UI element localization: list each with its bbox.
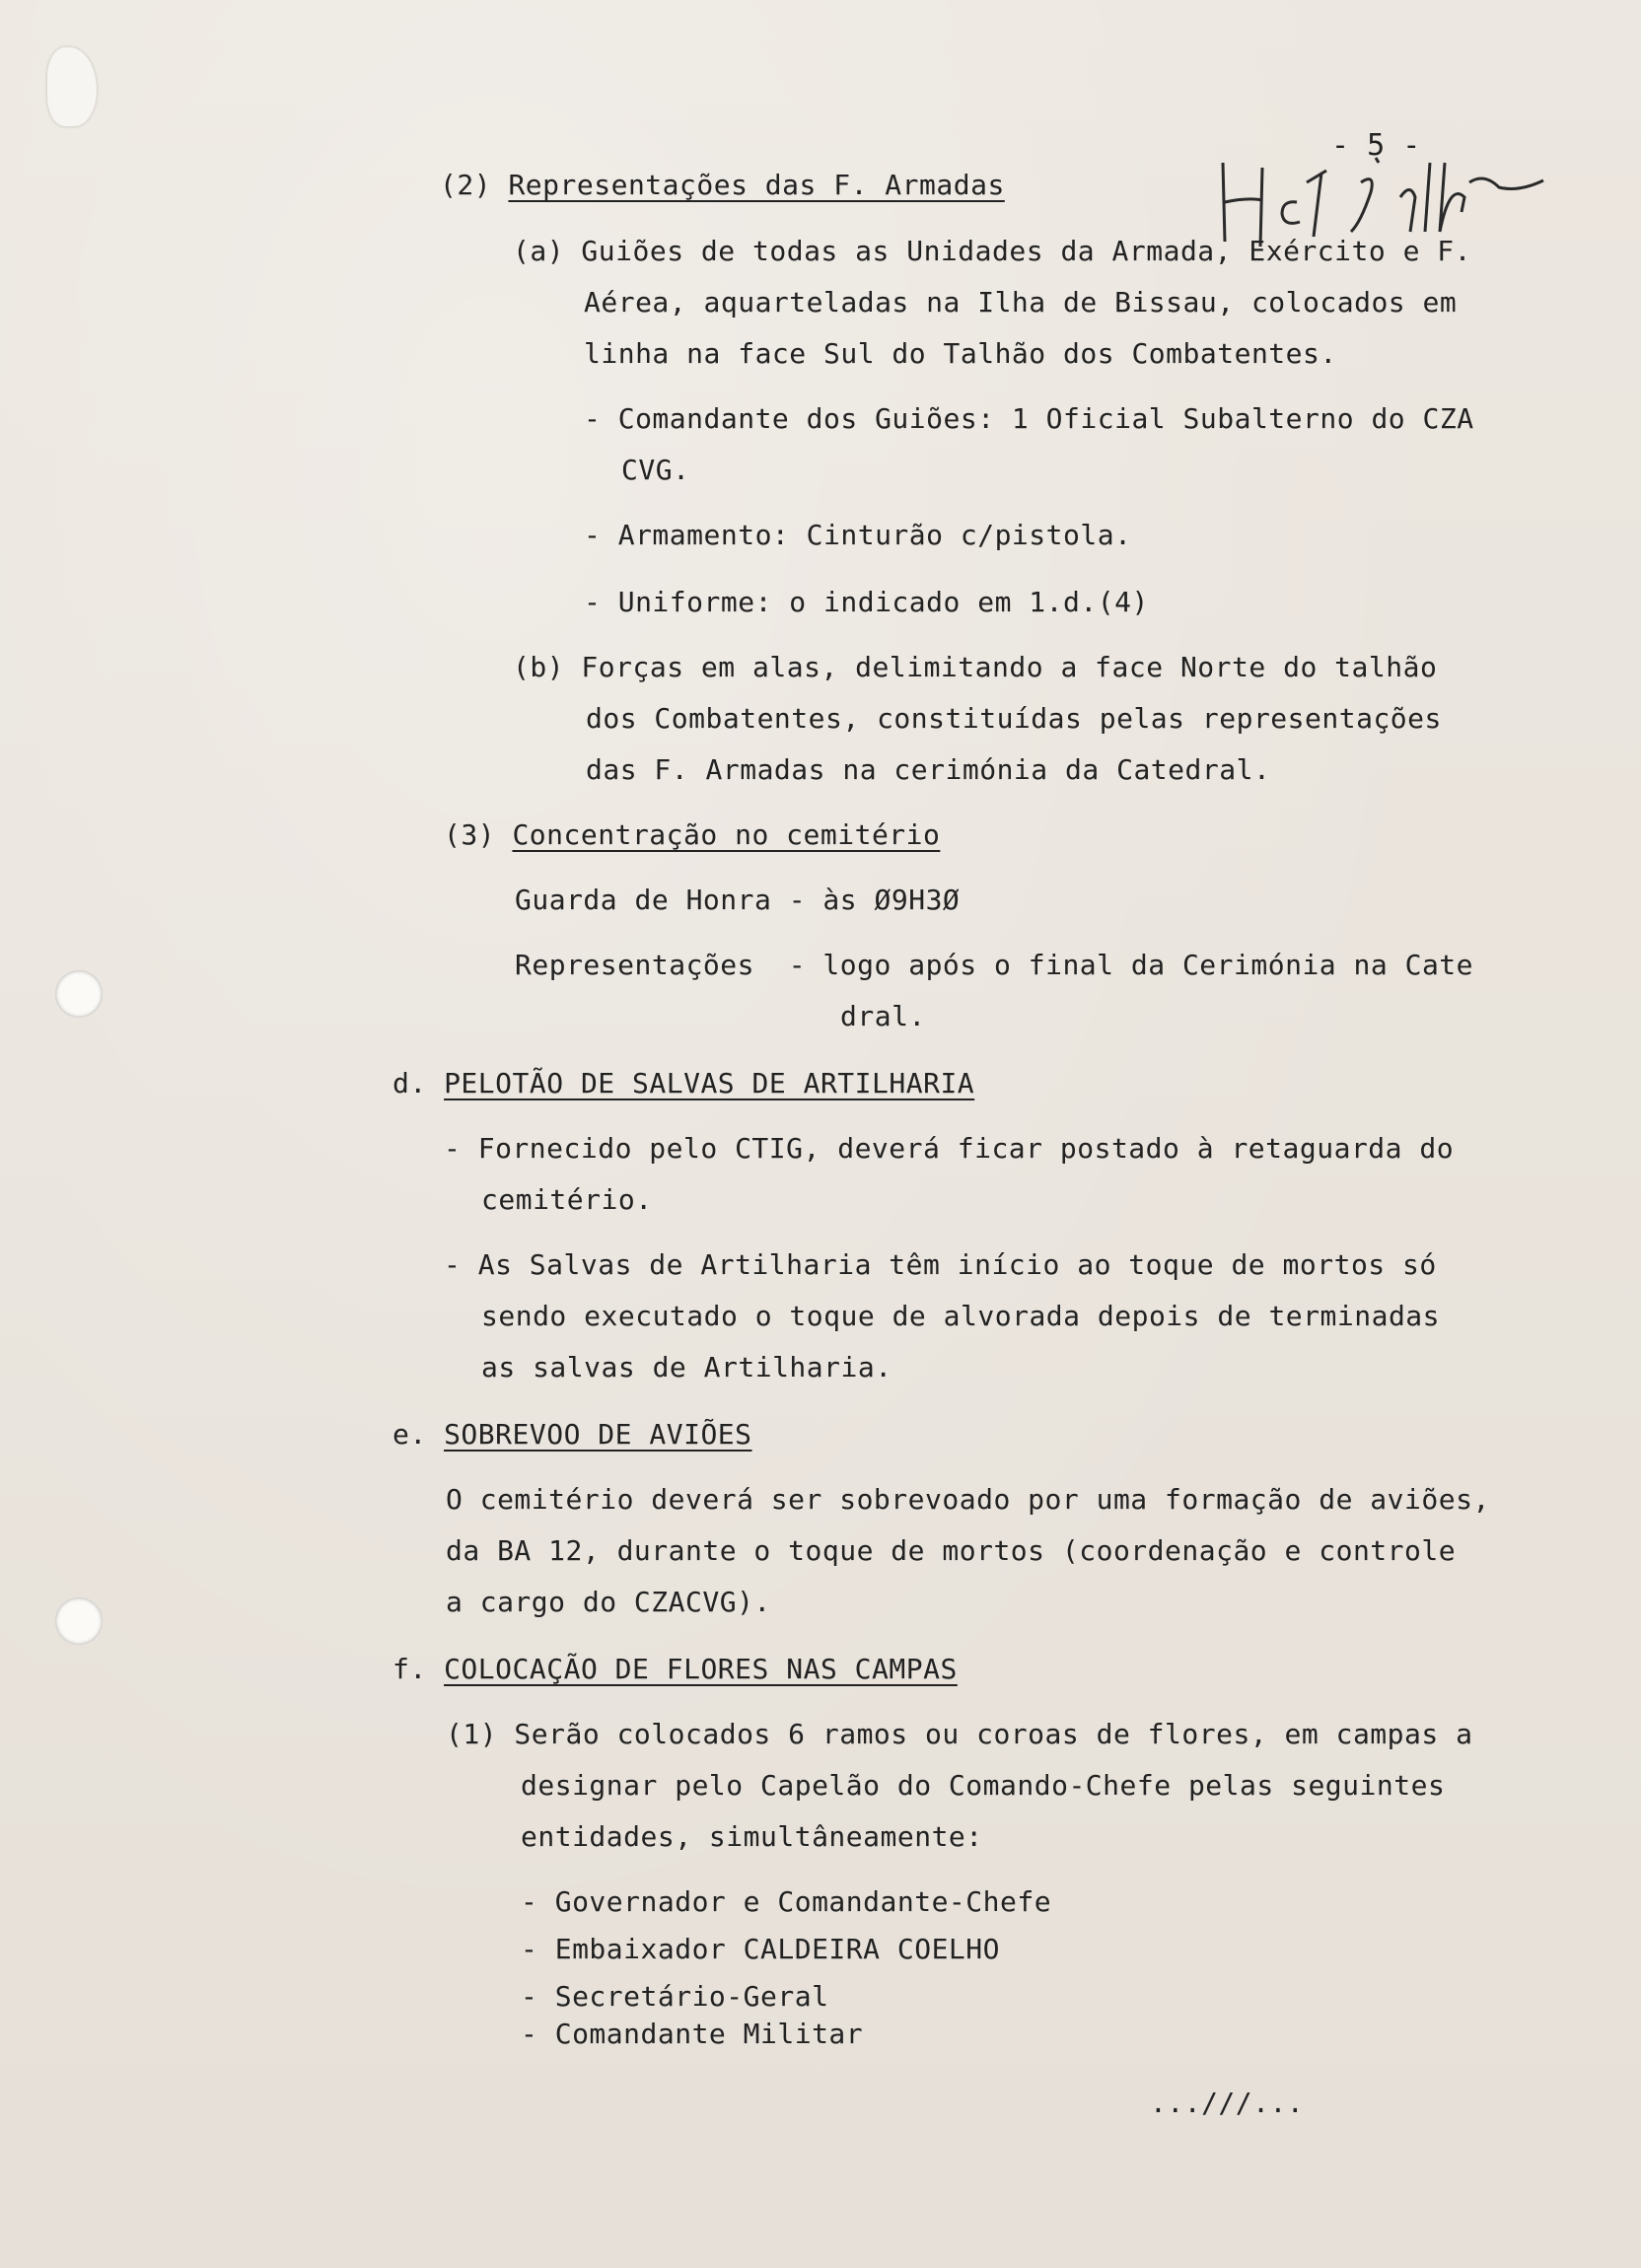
text-line	[584, 337, 1337, 371]
line-text: Aérea, aquarteladas na Ilha de Bissau, colocados em	[584, 286, 1458, 319]
text-line	[521, 1885, 1051, 1919]
line-text: - Embaixador CALDEIRA COELHO	[521, 1933, 1001, 1965]
line-text: sendo executado o toque de alvorada depois de terminadas	[481, 1300, 1441, 1332]
text-line	[440, 169, 1005, 202]
text-line	[446, 1534, 1456, 1568]
line-text: (b) Forças em alas, delimitando a face Norte do talhão	[513, 651, 1438, 683]
line-text: e.	[392, 1418, 445, 1451]
line-text: - Armamento: Cinturão c/pistola.	[584, 519, 1132, 551]
line-text: (3)	[444, 818, 513, 851]
text-line	[1150, 2087, 1304, 2120]
line-text: cemitério.	[481, 1183, 653, 1216]
line-text: (1) Serão colocados 6 ramos ou coroas de flores, em campas a	[446, 1718, 1473, 1750]
line-text: O cemitério deverá ser sobrevoado por uma formação de aviões,	[446, 1483, 1490, 1516]
line-text: CVG.	[621, 454, 690, 486]
text-line	[515, 884, 960, 917]
text-line	[584, 402, 1474, 436]
line-text: dral.	[840, 1000, 926, 1032]
text-line	[513, 235, 1471, 268]
line-text: - Comandante Militar	[521, 2018, 864, 2050]
text-line	[444, 818, 940, 852]
section-heading: COLOCAÇÃO DE FLORES NAS CAMPAS	[444, 1653, 958, 1685]
section-heading: Representações das F. Armadas	[508, 169, 1005, 201]
text-line	[513, 651, 1437, 684]
text-line	[444, 1132, 1454, 1166]
line-text: ...///...	[1150, 2087, 1305, 2119]
text-line	[586, 702, 1442, 736]
line-text: f.	[392, 1653, 445, 1685]
text-line	[521, 1820, 983, 1854]
line-text: da BA 12, durante o toque de mortos (coordenação e controle	[446, 1534, 1457, 1567]
text-line	[446, 1586, 771, 1619]
line-text: - Comandante dos Guiões: 1 Oficial Subalterno do CZA	[584, 402, 1474, 435]
line-text: - Governador e Comandante-Chefe	[521, 1885, 1052, 1918]
line-text: as salvas de Artilharia.	[481, 1351, 892, 1383]
text-line	[515, 949, 1473, 982]
line-text: (a) Guiões de todas as Unidades da Armada, Exército e F.	[513, 235, 1472, 267]
text-line	[521, 2018, 863, 2051]
text-line	[584, 286, 1457, 319]
text-line	[584, 519, 1131, 552]
line-text: - Secretário-Geral	[521, 1980, 829, 2013]
line-text: d.	[392, 1067, 445, 1099]
line-text: linha na face Sul do Talhão dos Combatentes.	[584, 337, 1337, 370]
text-line	[446, 1483, 1490, 1517]
line-text: a cargo do CZACVG).	[446, 1586, 771, 1618]
torn-corner	[47, 47, 97, 126]
text-line	[481, 1300, 1440, 1333]
section-heading: PELOTÃO DE SALVAS DE ARTILHARIA	[444, 1067, 975, 1099]
line-text: dos Combatentes, constituídas pelas representações	[586, 702, 1442, 735]
page-number: - 5 -	[1331, 128, 1421, 163]
text-line	[392, 1418, 752, 1452]
text-line	[481, 1351, 892, 1384]
text-line	[840, 1000, 926, 1033]
text-line	[446, 1718, 1472, 1751]
line-text: entidades, simultâneamente:	[521, 1820, 983, 1853]
line-text: designar pelo Capelão do Comando-Chefe pelas seguintes	[521, 1769, 1446, 1802]
section-heading: SOBREVOO DE AVIÕES	[444, 1418, 752, 1451]
section-heading: Concentração no cemitério	[512, 818, 941, 851]
text-line	[444, 1248, 1437, 1282]
text-line	[621, 454, 689, 487]
line-text: das F. Armadas na cerimónia da Catedral.	[586, 753, 1271, 786]
punch-hole	[55, 1597, 103, 1645]
text-line	[586, 753, 1270, 787]
line-text: - Fornecido pelo CTIG, deverá ficar postado à retaguarda do	[444, 1132, 1455, 1165]
line-text: - Uniforme: o indicado em 1.d.(4)	[584, 586, 1149, 618]
text-line	[521, 1980, 828, 2014]
text-line	[392, 1653, 958, 1686]
line-text: - As Salvas de Artilharia têm início ao toque de mortos só	[444, 1248, 1437, 1281]
text-line	[584, 586, 1149, 619]
line-text: Guarda de Honra - às Ø9H3Ø	[515, 884, 961, 916]
text-line	[481, 1183, 653, 1217]
line-text: Representações - logo após o final da Cerimónia na Cate	[515, 949, 1474, 981]
text-line	[392, 1067, 974, 1100]
text-line	[521, 1769, 1445, 1803]
punch-hole	[55, 970, 103, 1018]
line-text: (2)	[440, 169, 509, 201]
text-line	[521, 1933, 1000, 1966]
